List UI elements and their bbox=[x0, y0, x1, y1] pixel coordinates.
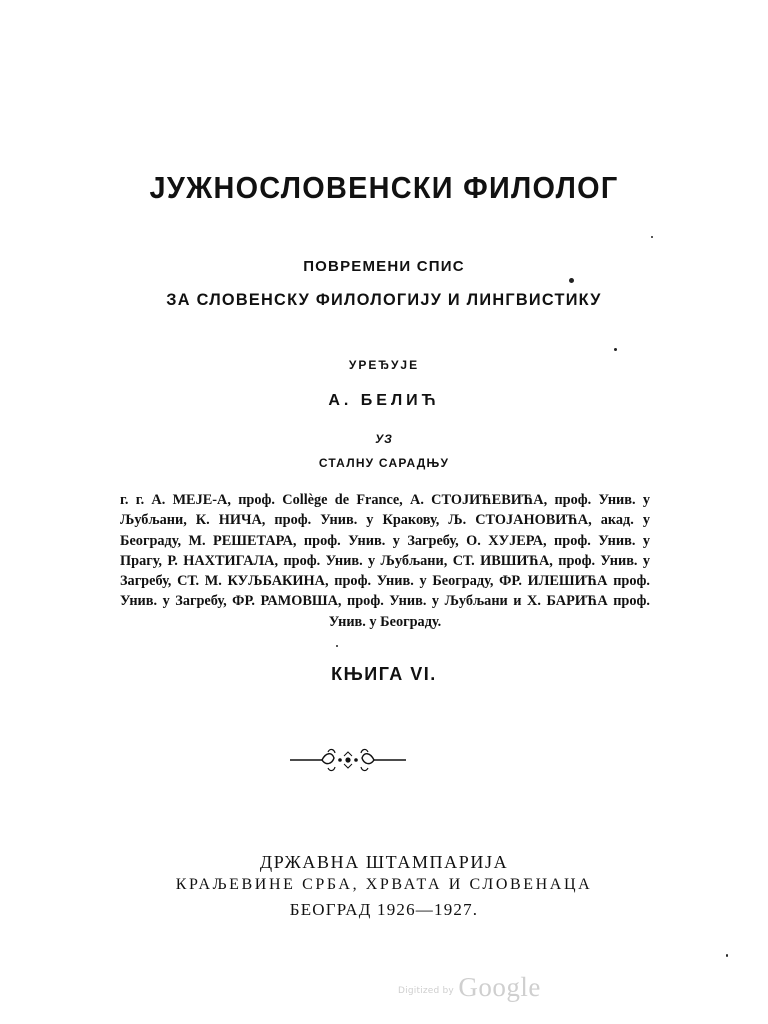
scan-speck bbox=[336, 645, 338, 647]
scan-speck bbox=[726, 954, 728, 957]
scan-speck bbox=[614, 348, 617, 351]
watermark-brand: Google bbox=[458, 972, 541, 1002]
subtitle-field: ЗА СЛОВЕНСКУ ФИЛОЛОГИЈУ И ЛИНГВИСТИКУ bbox=[166, 290, 602, 309]
scan-speck bbox=[569, 278, 574, 283]
book-number: КЊИГА VI. bbox=[331, 664, 437, 684]
edited-by-label: УРЕЂУЈЕ bbox=[348, 358, 420, 372]
contributors-list: г. г. А. МЕЈЕ-А, проф. Collège de France, А. СТОЈИЋЕВИЋА, проф. Унив. у Љубљани, К. НИЧА, проф. Унив. у Кракову, Љ. СТОЈАНОВИЋА, акад. у Београду, М. РЕШЕТАРА, проф. Унив. у Загребу, О. ХУЈЕРА, проф. Унив. у Прагу, Р. НАХТИГАЛА, проф. Унив. у Љубљани, СТ. ИВШИЋА, проф. Унив. у Загребу, СТ. М. КУЉБАКИНА, проф. Унив. у Београду, ФР. ИЛЕШИЋА проф. Унив. у Загребу, ФР. РАМОВША, проф. Унив. у Љубљани и Х. БАРИЋА проф. Унив. у Београду. bbox=[120, 492, 650, 630]
publisher-line-3: БЕОГРАД 1926—1927. bbox=[289, 900, 479, 919]
editor-name: А. БЕЛИЋ bbox=[328, 392, 440, 409]
fleuron-ornament-icon bbox=[288, 746, 408, 774]
scan-speck bbox=[651, 236, 653, 238]
subtitle-periodical: ПОВРЕМЕНИ СПИС bbox=[303, 258, 465, 275]
collaboration-label: СТАЛНУ САРАДЊУ bbox=[318, 456, 450, 470]
publisher-line-2: КРАЉЕВИНЕ СРБА, ХРВАТА И СЛОВЕНАЦА bbox=[175, 876, 593, 893]
journal-title: ЈУЖНОСЛОВЕНСКИ ФИЛОЛОГ bbox=[149, 170, 619, 205]
watermark-prefix: Digitized by bbox=[398, 986, 454, 996]
publisher-line-1: ДРЖАВНА ШТАМПАРИЈА bbox=[259, 852, 509, 872]
digitized-watermark bbox=[398, 972, 541, 1003]
with-label: УЗ bbox=[375, 432, 393, 446]
